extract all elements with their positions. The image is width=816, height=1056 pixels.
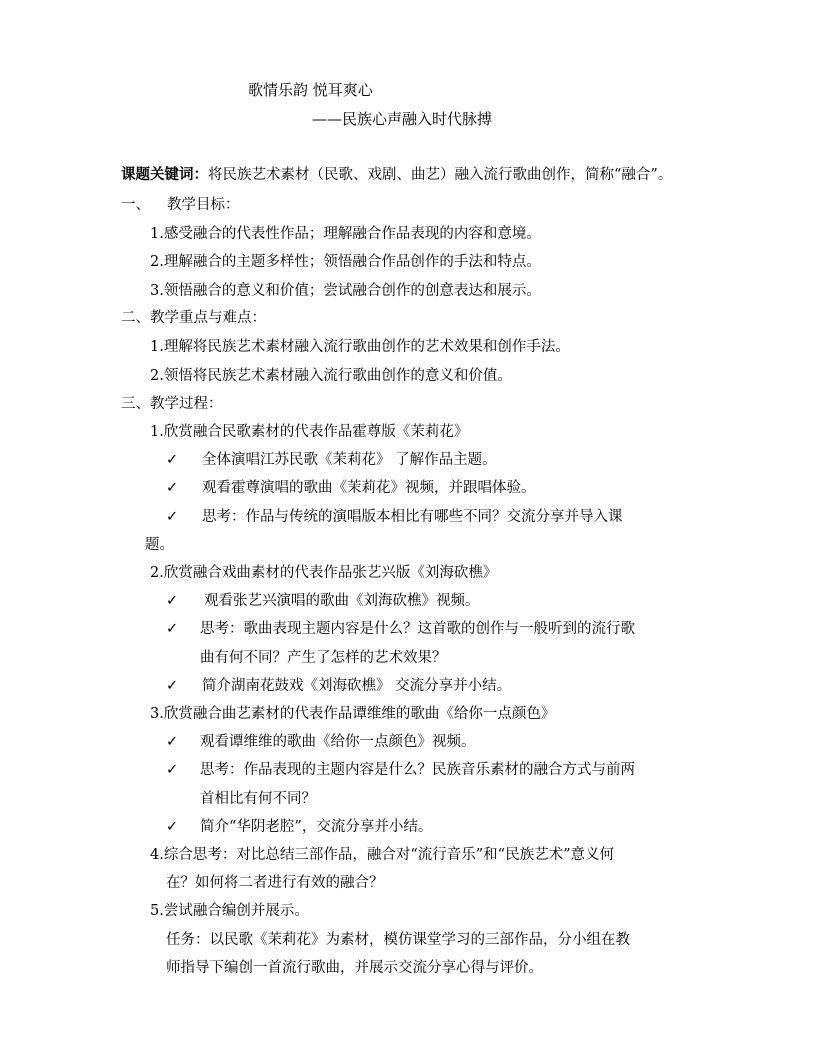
checklist-item-continuation: 曲有何不同？产生了怎样的艺术效果？ — [200, 650, 447, 666]
part-1-title: 1.欣赏融合民歌素材的代表作品霍尊版《茉莉花》 — [150, 424, 469, 440]
check-icon: ✓ — [166, 452, 179, 468]
list-item: 2.领悟将民族艺术素材融入流行歌曲创作的意义和价值。 — [150, 368, 512, 384]
part-5-title: 5.尝试融合编创并展示。 — [150, 903, 309, 919]
checklist-item: ✓ 简介“华阴老腔”，交流分享并小结。 — [166, 819, 433, 835]
checklist-item: ✓ 全体演唱江苏民歌《茉莉花》 了解作品主题。 — [166, 452, 497, 468]
section-1-heading: 教学目标： — [167, 197, 240, 213]
checklist-item: ✓ 观看谭维维的歌曲《给你一点颜色》视频。 — [166, 734, 476, 750]
checklist-item: ✓ 观看霍尊演唱的歌曲《茉莉花》视频，并跟唱体验。 — [166, 480, 536, 496]
check-icon: ✓ — [166, 819, 179, 835]
list-item: 3.领悟融合的意义和价值；尝试融合创作的创意表达和展示。 — [150, 283, 541, 299]
task-text-continuation: 师指导下编创一首流行歌曲，并展示交流分享心得与评价。 — [166, 960, 543, 976]
check-icon: ✓ — [166, 509, 179, 525]
checklist-item-continuation: 题。 — [145, 537, 174, 553]
check-icon: ✓ — [166, 593, 179, 609]
page-subtitle: ——民族心声融入时代脉搏 — [312, 110, 493, 128]
check-icon: ✓ — [166, 678, 179, 694]
check-icon: ✓ — [166, 734, 179, 750]
check-icon: ✓ — [166, 762, 179, 778]
part-2-title: 2.欣赏融合戏曲素材的代表作品张艺兴版《刘海砍樵》 — [150, 565, 498, 581]
part-4-continuation: 在？如何将二者进行有效的融合？ — [166, 875, 384, 891]
section-1-number: 一、 — [121, 197, 150, 213]
check-icon: ✓ — [166, 621, 179, 637]
part-4-text: 4.综合思考：对比总结三部作品，融合对“流行音乐”和“民族艺术”意义何 — [150, 847, 614, 863]
checklist-item: ✓ 思考：歌曲表现主题内容是什么？这首歌的创作与一般听到的流行歌 — [166, 621, 635, 637]
list-item: 1.感受融合的代表性作品；理解融合作品表现的内容和意境。 — [150, 226, 541, 242]
checklist-item: ✓ 简介湖南花鼓戏《刘海砍樵》 交流分享并小结。 — [166, 678, 512, 694]
keywords-line — [121, 163, 672, 184]
list-item: 2.理解融合的主题多样性；领悟融合作品创作的手法和特点。 — [150, 254, 541, 270]
list-item: 1.理解将民族艺术素材融入流行歌曲创作的艺术效果和创作手法。 — [150, 339, 570, 355]
check-icon: ✓ — [166, 480, 179, 496]
keywords-label: 课题关键词： — [121, 166, 208, 183]
checklist-item: ✓ 观看张艺兴演唱的歌曲《刘海砍樵》视频。 — [166, 593, 480, 609]
keywords-text: 将民族艺术素材（民歌、戏剧、曲艺）融入流行歌曲创作，简称“融合”。 — [208, 167, 673, 183]
section-3-heading: 三、教学过程： — [121, 396, 223, 412]
task-text: 任务：以民歌《茉莉花》为素材，模仿课堂学习的三部作品，分小组在教 — [166, 932, 630, 948]
page-title: 歌情乐韵 悦耳爽心 — [248, 81, 373, 99]
checklist-item-continuation: 首相比有何不同？ — [200, 791, 316, 807]
checklist-item: ✓ 思考：作品表现的主题内容是什么？民族音乐素材的融合方式与前两 — [166, 762, 635, 778]
part-3-title: 3.欣赏融合曲艺素材的代表作品谭维维的歌曲《给你一点颜色》 — [150, 706, 556, 722]
checklist-item: ✓ 思考：作品与传统的演唱版本相比有哪些不同？交流分享并导入课 — [166, 509, 623, 525]
section-2-heading: 二、教学重点与难点： — [121, 310, 266, 326]
